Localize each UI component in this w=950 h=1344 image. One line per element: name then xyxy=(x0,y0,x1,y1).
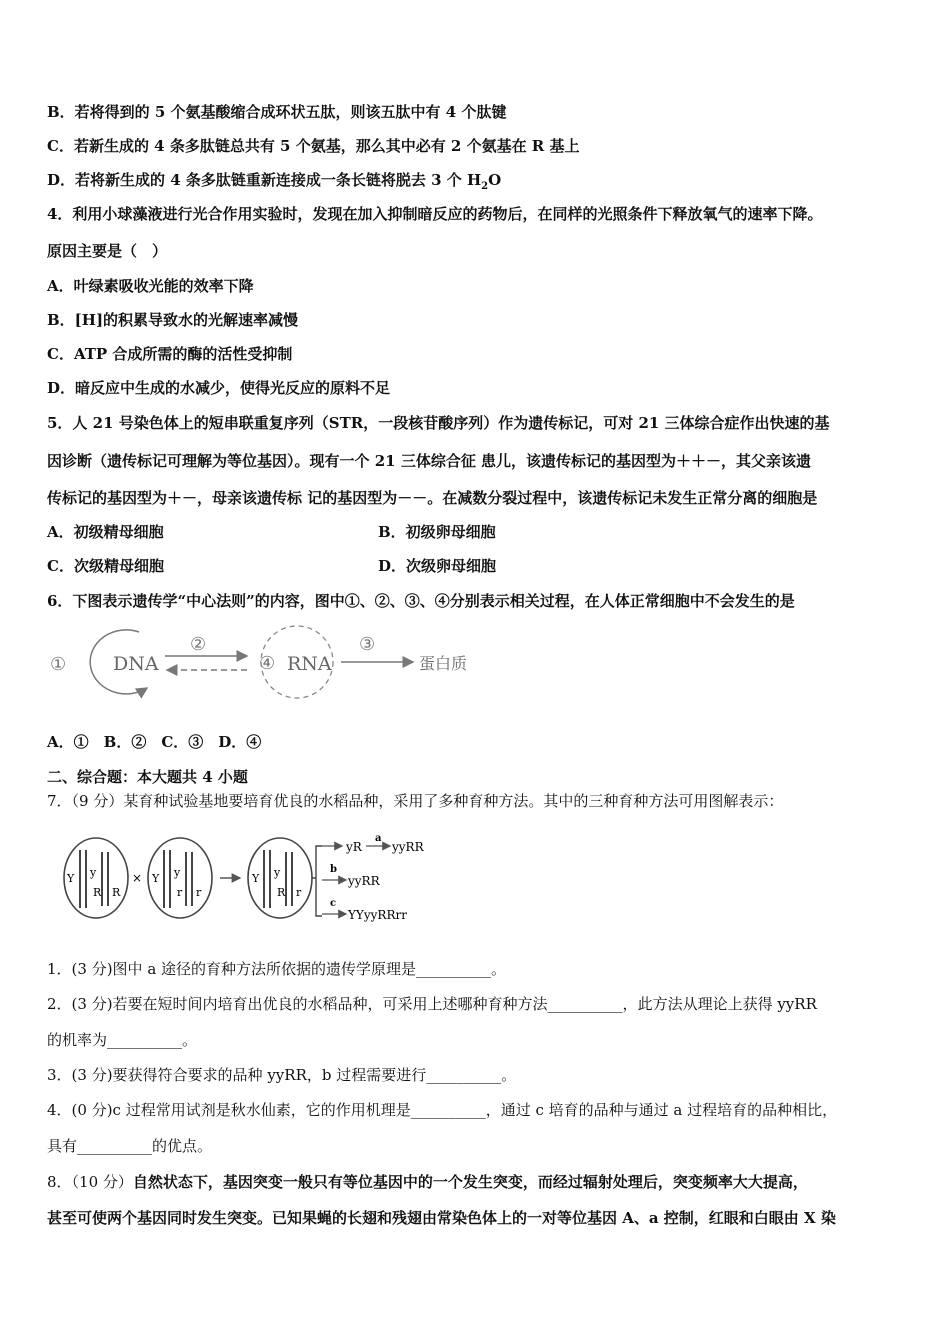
cell2-allele-y: y xyxy=(174,866,181,879)
q7-sub3: 3．(3 分)要获得符合要求的品种 yyRR，b 过程需要进行__________。 xyxy=(47,1066,517,1084)
process-4-label: ④ xyxy=(259,653,276,674)
q6-options: A．① B．② C．③ D．④ xyxy=(47,733,262,751)
q8-stem-line2: 甚至可使两个基因同时发生突变。已知果蝇的长翅和残翅由常染色体上的一对等位基因 A、a 控制，红眼和白眼由 X 染 xyxy=(47,1209,836,1227)
central-dogma-diagram xyxy=(47,622,487,702)
q3-option-c: C．若新生成的 4 条多肽链总共有 5 个氨基，那么其中必有 2 个氨基在 R 基上 xyxy=(47,137,580,155)
q3-option-d-text-end: O xyxy=(488,171,502,189)
q5-option-a: A．初级精母细胞 xyxy=(47,523,164,541)
q4-option-d: D．暗反应中生成的水减少，使得光反应的原料不足 xyxy=(47,379,391,397)
q7-sub2-line1: 2．(3 分)若要在短时间内培育出优良的水稻品种，可采用上述哪种育种方法__________，此方法从理论上获得 yyRR xyxy=(47,995,817,1013)
breeding-diagram xyxy=(60,830,430,926)
pathway-c-label: c xyxy=(330,898,337,909)
protein-label: 蛋白质 xyxy=(419,654,468,673)
q3-option-b: B．若将得到的 5 个氨基酸缩合成环状五肽，则该五肽中有 4 个肽键 xyxy=(47,103,507,121)
q4-stem-line1: 4．利用小球藻液进行光合作用实验时，发现在加入抑制暗反应的药物后，在同样的光照条件下释放氧气的速率下降。 xyxy=(47,205,823,223)
q7-sub4-line1: 4．(0 分)c 过程常用试剂是秋水仙素，它的作用机理是__________，通过 c 培育的品种与通过 a 过程培育的品种相比， xyxy=(47,1101,838,1119)
q3-option-d xyxy=(47,170,501,197)
parent-cell-2-chromosomes xyxy=(164,850,192,908)
q8-stem-text: 自然状态下，基因突变一般只有等位基因中的一个发生突变，而经过辐射处理后，突变频率大大提高， xyxy=(132,1173,808,1191)
rna-label: RNA xyxy=(287,653,332,675)
q4-option-a: A．叶绿素吸收光能的效率下降 xyxy=(47,277,254,295)
q5-stem-line3: 传标记的基因型为＋－，母亲该遗传标 记的基因型为－－。在减数分裂过程中，该遗传标记未发生正常分离的细胞是 xyxy=(47,489,818,507)
q3-option-d-text: D．若将新生成的 4 条多肽链重新连接成一条长链将脱去 3 个 H xyxy=(47,171,482,189)
q7-sub1: 1．(3 分)图中 a 途径的育种方法所依据的遗传学原理是__________。 xyxy=(47,960,507,978)
cell2-allele-r: r xyxy=(177,886,183,899)
q8-number: 8．（10 分） xyxy=(47,1173,133,1191)
q4-stem-line2: 原因主要是（ ） xyxy=(47,242,168,260)
q5-stem-line2: 因诊断（遗传标记可理解为等位基因）。现有一个 21 三体综合征 患儿，该遗传标记的基因型为＋＋－，其父亲该遗 xyxy=(47,452,812,470)
cross-symbol: × xyxy=(132,871,143,885)
f1-allele-r: r xyxy=(296,886,302,899)
q4-option-c: C．ATP 合成所需的酶的活性受抑制 xyxy=(47,345,293,363)
q5-option-b: B．初级卵母细胞 xyxy=(378,523,496,541)
pathway-b-label: b xyxy=(330,864,337,875)
cell1-allele-R: R xyxy=(93,886,102,899)
q5-option-d: D．次级卵母细胞 xyxy=(378,557,497,575)
f1-cell-chromosomes xyxy=(264,850,292,908)
pathway-b-result: yyRR xyxy=(348,874,380,888)
f1-allele-R: R xyxy=(277,886,286,899)
q5-stem-line1: 5．人 21 号染色体上的短串联重复序列（STR，一段核苷酸序列）作为遗传标记，可对 21 三体综合症作出快速的基 xyxy=(47,414,830,432)
q5-option-c: C．次级精母细胞 xyxy=(47,557,164,575)
f1-allele-y: y xyxy=(274,866,281,879)
cell1-allele-y: y xyxy=(90,866,97,879)
cell1-allele-Y: Y xyxy=(67,872,75,885)
process-1-label: ① xyxy=(50,654,67,675)
f1-allele-Y: Y xyxy=(252,872,260,885)
cell2-allele-Y: Y xyxy=(152,872,160,885)
q6-stem: 6．下图表示遗传学“中心法则”的内容，图中①、②、③、④分别表示相关过程，在人体正常细胞中不会发生的是 xyxy=(47,592,795,610)
q8-stem-line1 xyxy=(47,1172,808,1192)
section-2-heading: 二、综合题：本大题共 4 小题 xyxy=(47,768,248,786)
q3-option-d-subscript: 2 xyxy=(481,181,489,192)
parent-cell-1-chromosomes xyxy=(80,850,108,908)
q4-option-b: B．[H]的积累导致水的光解速率减慢 xyxy=(47,311,299,329)
dna-label: DNA xyxy=(113,653,159,675)
process-3-label: ③ xyxy=(359,634,376,655)
process-2-label: ② xyxy=(190,634,207,655)
pathway-a-label: a xyxy=(375,833,382,844)
cell1-allele-R2: R xyxy=(112,886,121,899)
gamete-yR: yR xyxy=(346,840,362,854)
pathway-c-result: YYyyRRrr xyxy=(348,908,407,922)
pathway-bracket xyxy=(312,846,322,916)
pathway-a-result: yyRR xyxy=(392,840,424,854)
q7-stem: 7．（9 分）某育种试验基地要培育优良的水稻品种，采用了多种育种方法。其中的三种育种方法可用图解表示： xyxy=(47,792,784,810)
q7-sub4-line2: 具有__________的优点。 xyxy=(47,1137,213,1155)
cell2-allele-r2: r xyxy=(196,886,202,899)
q7-sub2-line2: 的机率为__________。 xyxy=(47,1031,198,1049)
